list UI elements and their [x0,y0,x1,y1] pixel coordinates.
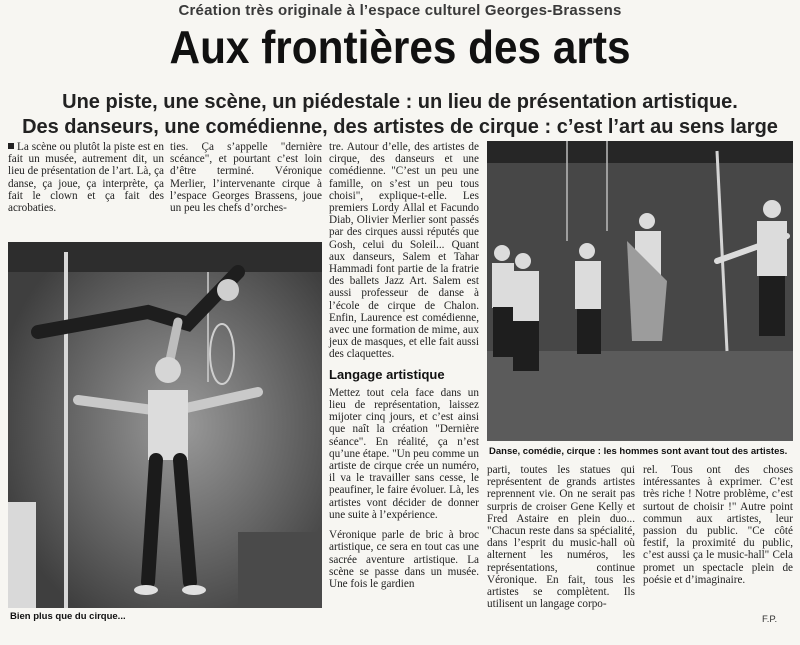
headline: Aux frontières des arts [169,21,631,73]
caption-left-photo: Bien plus que du cirque... [10,611,126,622]
photo-performers [487,141,793,441]
kicker: Création très originale à l’espace culturel Georges-Brassens [178,2,622,19]
column-2: ties. Ça s’appelle "dernière scéance", et pourtant c’est loin d’être terminé. Véronique Merlier, l’intervenante cirque à l’espace Georges Brassens, joue un peu les chefs d’orches- [170,141,322,215]
column-3-text-bottom-1: Mettez tout cela face dans un lieu de représentation, laissez mijoter cinq jours, et c’est ainsi que naît la création "Dernière séance". En réalité, ça n’est qu’une étape. "Un peu comme un artiste de cirque crée un numéro, il va le travailler sans cesse, le peaufiner, le faire évoluer. Là, les artistes vont décider de donner une suite à l’expérience. [329,386,479,521]
column-3 [329,141,479,590]
column-3-text-bottom-2: Véronique parle de bric à broc artistique, ce sera en tout cas une sacrée aventure artistique. La scène se passe dans un musée. Une fois le gardien [329,529,479,590]
column-1-text: La scène ou plutôt la piste est en fait un musée, autrement dit, un lieu de présentation de l’art. Là, ça danse, ça joue, ça interprète, ça fait le clown et ça fait des acrobaties. [8,141,164,215]
deck-line-1: Une piste, une scène, un piédestale : un lieu de présentation artistique. [62,91,738,113]
column-4: parti, toutes les statues qui représentent de grands artistes reprennent vie. On ne serait pas surpris de croiser Gene Kelly et Fred Astaire en plein duo... "Chacun reste dans sa spécialité, dans l’esprit du music-hall où alternent les numéros, les représentations, continue Véronique. En fait, tous les artistes se complètent. Ils utilisent un langage corpo- [487,464,635,611]
photo-performers-illustration [487,141,793,441]
deck-line-2: Des danseurs, une comédienne, des artistes de cirque : c’est l’art au sens large [22,116,778,138]
column-1 [8,141,164,214]
caption-right-photo: Danse, comédie, cirque : les hommes sont avant tout des artistes. [489,446,788,457]
photo-acrobats [8,242,322,608]
signature: F.P. [762,614,778,625]
column-3-text-top: tre. Autour d’elle, des artistes de cirque, des danseurs et une comédienne. "C’est un peu une famille, on s’est un peu tous choisi", explique-t-elle. Les premiers Lordy Allal et Facundo Diab, Olivier Merlier sont passés par des cirques aussi réputés que Gosh, celui du Soleil... Quant aux danseurs, Salem et Tahar Hammadi font partie de la fratrie des ballets Jazz Art. Salem est aussi professeur de danse à l’école de cirque de Chalon. Enfin, Laurence est comédienne, avec une formation de mime, aux jeux de masques, et elle fait aussi des claquettes. [329,141,479,361]
photo-acrobats-illustration [8,242,322,608]
subhead-langage: Langage artistique [329,366,445,382]
bullet-marker [8,143,14,149]
column-5: rel. Tous ont des choses intéressantes à exprimer. C’est très riche ! Notre problème, c’est surtout de choisir !" Autre point commun aux artistes, leur passion du public. "Ce côté festif, la proximité du public, c’est aussi ça le music-hall" Cela promet un spectacle plein de poésie et d’imaginaire. [643,464,793,586]
